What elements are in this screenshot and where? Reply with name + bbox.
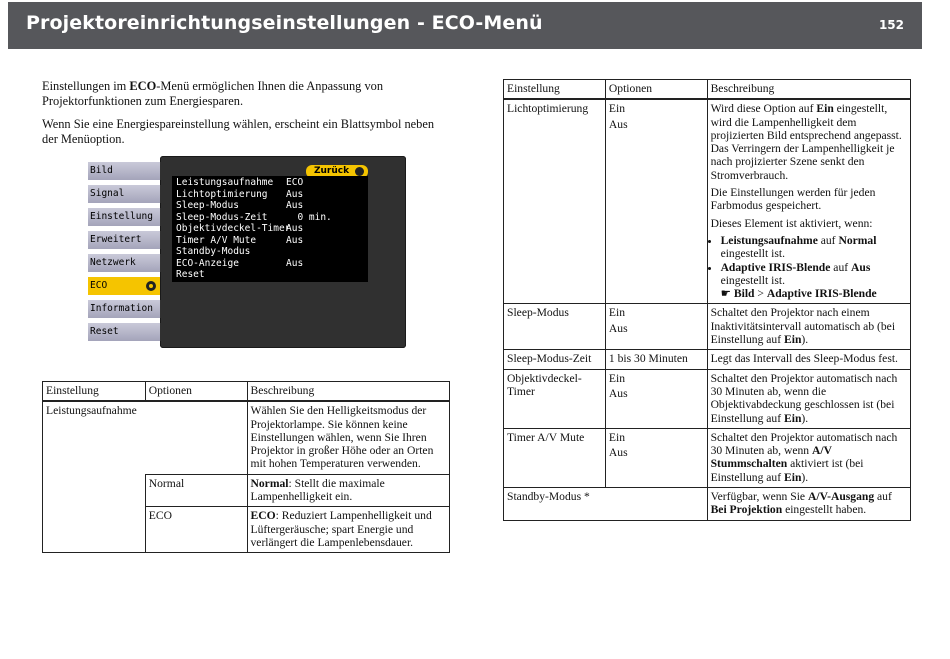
desc-bold: Bei Projektion [710,503,783,517]
desc-text: auf [830,260,852,274]
table-header-row [43,382,450,402]
option-value: Aus [608,321,628,335]
option-cell [605,304,707,350]
option-cell: Normal [145,474,247,507]
desc-bold: ECO [250,509,276,523]
column-header: Beschreibung [247,382,450,402]
empty-cell [43,474,146,507]
option-value: Ein [608,430,626,444]
option-value: Ein [608,371,626,385]
desc-paragraph: Dieses Element ist aktiviert, wenn: [710,216,873,230]
option-value: Aus [608,446,628,460]
desc-text: Schaltet den Projektor nach einem Inaktivitätsintervall automatisch ab (bei Einstellung auf [710,306,896,347]
description-cell [707,369,910,428]
desc-text: Wird diese Option auf [710,102,817,116]
setting-cell: Objektivdeckel-Timer [504,369,606,428]
enter-icon [355,167,364,176]
description-cell [247,474,450,507]
setting-cell: Standby-Modus * [504,488,708,521]
table-header-row [504,80,911,100]
back-label: Zurück [314,166,350,176]
menu-item-objektivdeckel-timer[interactable]: Objektivdeckel-Timer [176,223,291,234]
description-cell: Wählen Sie den Helligkeitsmodus der Projektorlampe. Sie können keine Einstellungen wählen, wenn Sie Ihren Projektor in großer Höhe oder an Orten mit hohen Temperaturen verwenden. [247,401,450,474]
menu-tab-reset[interactable]: Reset [88,323,160,341]
menu-items-list [172,176,368,282]
menu-item-reset[interactable]: Reset [176,269,205,280]
description-cell [707,488,910,521]
description-cell: Legt das Intervall des Sleep-Modus fest. [707,350,910,369]
desc-bold: Adaptive IRIS-Blende [720,260,831,274]
empty-cell [43,507,146,553]
menu-item-value: Aus [286,200,304,211]
setting-cell: Sleep-Modus [504,304,606,350]
desc-text: Verfügbar, wenn Sie [710,490,808,504]
setting-cell: Sleep-Modus-Zeit [504,350,606,369]
description-cell [707,304,910,350]
option-cell: 1 bis 30 Minuten [605,350,707,369]
column-header: Optionen [145,382,247,402]
menu-tab-ear [160,185,166,203]
menu-tab-eco[interactable] [88,277,160,295]
menu-tab-ear [160,208,166,226]
desc-text: : Stellt die maximale Lampenhelligkeit ein. [250,476,385,504]
column-header: Optionen [605,80,707,100]
list-item [721,234,907,261]
desc-text: auf [874,490,892,504]
desc-paragraph: Die Einstellungen werden für jeden Farbmodus gespeichert. [710,186,876,213]
menu-tab-ear [160,231,166,249]
table-row [43,474,450,507]
table-leistungsaufnahme [42,381,450,553]
menu-tab-eco-label: ECO [90,280,108,291]
intro-paragraph-2: Wenn Sie eine Energiespareinstellung wählen, erscheint ein Blattsymbol neben der Menüoption. [42,117,435,146]
setting-cell: Timer A/V Mute [504,428,606,487]
option-value: Ein [608,306,626,320]
column-header: Einstellung [43,382,146,402]
desc-text: Schaltet den Projektor automatisch nach 30 Minuten ab, wenn [710,430,898,458]
desc-text: aktiviert ist (bei Einstellung auf [710,457,864,484]
desc-text: eingestellt ist. [720,273,785,287]
desc-text: eingestellt ist. [720,247,785,261]
menu-item-value: Aus [286,257,304,269]
menu-tab-einstellung[interactable]: Einstellung [88,208,160,226]
desc-text: Schaltet den Projektor automatisch nach 30 Minuten ab, wenn die Objektivabdeckung geschlossen ist (bei Einstellung auf [710,371,898,425]
desc-bold: A/V Stummschalten [710,444,832,471]
menu-item-value: Aus [286,188,304,200]
desc-paragraph [711,102,907,182]
menu-item-leistungsaufnahme[interactable]: Leistungsaufnahme [176,177,274,188]
menu-item-sleep-modus[interactable]: Sleep-Modus [176,200,239,211]
option-cell: ECO [145,507,247,553]
description-cell [707,428,910,487]
setting-cell: Leistungsaufnahme [43,401,248,474]
menu-item-timer-av-mute[interactable]: Timer A/V Mute [176,234,257,246]
menu-tab-ear [160,162,166,180]
condition-list [711,234,907,287]
desc-bold: Normal [250,476,289,490]
desc-text: eingestellt, wird die Lampenhelligkeit dem projizierten Bild entsprechend angepasst. Das Verringern der Lampenhelligkeit je nach projizierter Szene senkt den Stromverbrauch. [710,102,902,182]
column-header: Beschreibung [707,80,910,100]
menu-tab-ear [160,300,166,318]
page-title: Projektoreinrichtungseinstellungen - ECO-Menü [26,12,543,34]
table-row [43,507,450,553]
enter-icon [146,281,156,291]
intro-text [42,79,442,155]
option-value: Aus [608,117,628,131]
menu-tab-signal[interactable]: Signal [88,185,160,203]
column-header: Einstellung [504,80,606,100]
description-cell [247,507,450,553]
desc-bold: Ein [783,333,802,347]
menu-item-standby-modus[interactable]: Standby-Modus [176,246,251,257]
menu-item-eco-anzeige[interactable]: ECO-Anzeige [176,257,239,269]
desc-text: : Reduziert Lampenhelligkeit und Lüftergeräusche; spart Energie und verlängert die Lampenlebensdauer. [250,509,432,549]
desc-text: ). [801,470,809,484]
setting-cell: Lichtoptimierung [504,99,606,304]
eco-menu-screenshot [86,156,406,348]
option-value: Ein [608,102,626,116]
table-row [43,401,450,474]
intro-text-run: -Menü ermöglichen Ihnen die Anpassung von Projektorfunktionen zum Energiesparen. [42,79,384,108]
option-cell [605,99,707,304]
menu-tab-erweitert[interactable]: Erweitert [88,231,160,249]
table-row [504,488,911,521]
desc-bold: Leistungsaufnahme [720,233,818,247]
menu-tab-information[interactable]: Information [88,300,160,318]
menu-tab-ear [160,254,166,272]
menu-item-value: 0 min. [286,211,332,223]
desc-bold: Ein [783,470,802,484]
option-value: Aus [608,386,628,400]
table-row [504,369,911,428]
menu-item-value: Aus [286,234,304,246]
description-cell [707,99,910,304]
desc-text: eingestellt haben. [782,503,867,517]
desc-text: ). [801,333,809,347]
intro-bold-eco: ECO [129,79,157,93]
menu-item-lichtoptimierung[interactable]: Lichtoptimierung [176,188,268,200]
list-item [721,261,907,288]
page-number: 152 [878,18,904,32]
table-row [504,350,911,369]
desc-bold: Bild [733,287,755,301]
desc-bold: A/V-Ausgang [807,490,875,504]
menu-tab-ear [160,323,166,341]
table-row [504,304,911,350]
intro-text-run: Einstellungen im [42,79,130,93]
table-row [504,428,911,487]
desc-bold: Ein [816,102,834,116]
desc-bold: Ein [783,411,802,425]
desc-bold: Aus [851,260,871,274]
menu-tab-netzwerk[interactable]: Netzwerk [88,254,160,272]
desc-text: > [754,287,767,301]
desc-text: ). [801,411,809,425]
desc-text: auf [817,233,839,247]
option-cell [605,369,707,428]
desc-bold: Adaptive IRIS-Blende [766,287,877,301]
menu-item-sleep-modus-zeit[interactable]: Sleep-Modus-Zeit [176,211,268,223]
desc-bold: Normal [838,233,877,247]
menu-item-value: Aus [286,223,304,234]
menu-item-value: ECO [286,177,304,188]
page-header [8,2,922,49]
menu-tab-bild[interactable]: Bild [88,162,160,180]
intro-paragraph-1 [42,79,442,109]
table-eco-settings [503,79,911,521]
cross-reference-link[interactable] [711,287,907,300]
option-cell [605,428,707,487]
table-row [504,99,911,304]
pointing-hand-icon: ☛ [720,287,731,301]
